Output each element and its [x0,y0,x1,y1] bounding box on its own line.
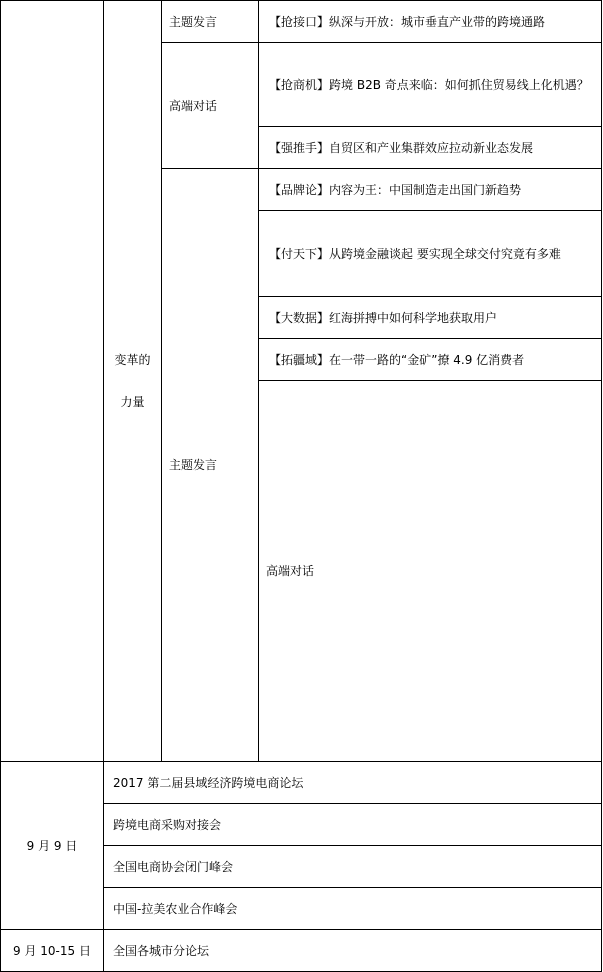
topic-tag: 【强推手】 [269,140,330,155]
topic-text: 跨境 B2B 奇点来临：如何抓住贸易线上化机遇？ [329,77,589,92]
date-label: 9 月 9 日 [26,838,78,853]
event-name: 2017 第二届县域经济跨境电商论坛 [113,775,304,790]
topic-tag: 【拓疆域】 [269,352,330,367]
event-cell [104,846,602,888]
topic-tag: 【付天下】 [269,246,330,261]
topic-text: 在一带一路的“金矿”撩 4.9 亿消费者 [329,352,525,367]
topic-text: 从跨境金融谈起 要实现全球交付究竟有多难 [329,246,561,261]
session-type-cell [162,43,259,169]
event-cell [104,804,602,846]
session-type-cell [162,169,259,762]
event-cell [104,762,602,804]
session-type-cell [162,1,259,43]
topic-tag: 【抢接口】 [269,14,330,29]
topic-tag: 【品牌论】 [269,182,330,197]
topic-cell [259,43,602,127]
session-type-cell [259,381,602,762]
event-name: 跨境电商采购对接会 [113,817,222,832]
topic-cell [259,169,602,211]
session-type-dialogue: 高端对话 [266,564,315,578]
event-name: 全国各城市分论坛 [113,943,210,958]
topic-text: 纵深与开放：城市垂直产业带的跨境通路 [329,14,546,29]
topic-tag: 【抢商机】 [269,77,330,92]
topic-tag: 【大数据】 [269,310,330,325]
topic-text: 内容为王：中国制造走出国门新趋势 [329,182,522,197]
topic-cell [259,339,602,381]
topic-text: 红海拼搏中如何科学地获取用户 [329,310,498,325]
session-type-keynote: 主题发言 [169,14,218,29]
date-label: 9 月 10-15 日 [13,943,91,958]
section-label-line-1: 变革的 [114,353,151,367]
section-label-cell [104,1,162,762]
date-cell [1,762,104,930]
topic-cell [259,1,602,43]
event-name: 全国电商协会闭门峰会 [113,859,234,874]
topic-cell [259,297,602,339]
event-name: 中国-拉美农业合作峰会 [113,901,238,916]
session-type-keynote: 主题发言 [169,458,218,472]
date-cell [1,930,104,972]
section-label-line-2: 力量 [120,395,145,409]
topic-text: 自贸区和产业集群效应拉动新业态发展 [329,140,534,155]
event-cell [104,930,602,972]
table-row [1,762,602,804]
topic-cell [259,127,602,169]
event-cell [104,888,602,930]
table-row [1,1,602,43]
topic-cell [259,211,602,297]
session-type-dialogue: 高端对话 [169,98,218,113]
table-row [1,930,602,972]
blank-cell [1,1,104,762]
